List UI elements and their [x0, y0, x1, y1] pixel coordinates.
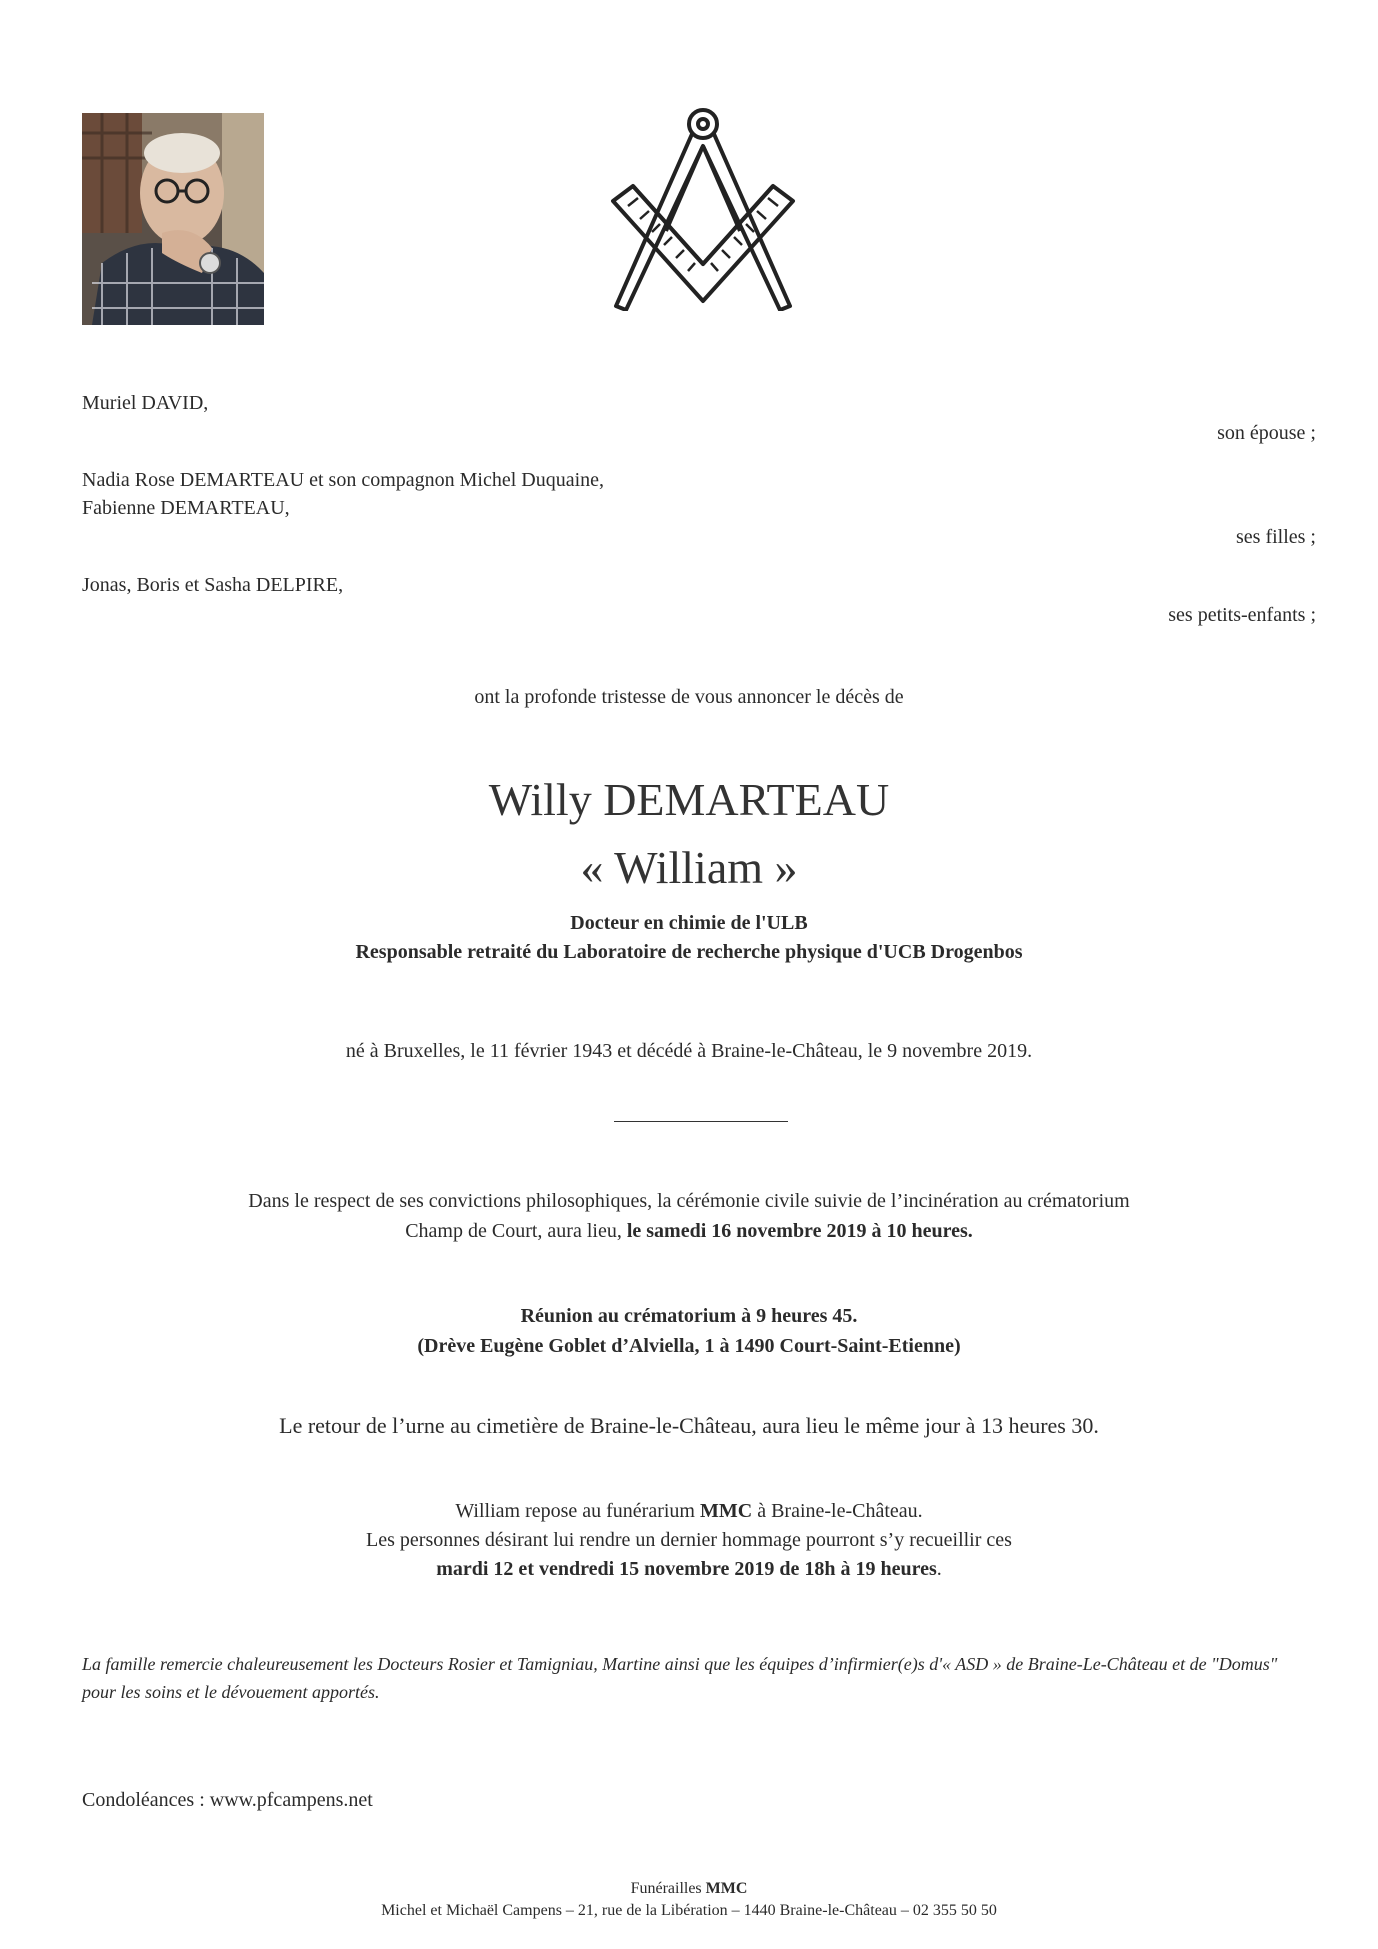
ceremony-line-2: [0, 1216, 1378, 1246]
wife-name: Muriel DAVID,: [82, 392, 209, 414]
daughter-line-2: Fabienne DEMARTEAU,: [82, 497, 290, 519]
birth-death-dates: né à Bruxelles, le 11 février 1943 et décédé à Braine-le-Château, le 9 novembre 2019.: [345, 1040, 1033, 1062]
separator-line: [614, 1121, 788, 1122]
rest-line-2: Les personnes désirant lui rendre un dernier hommage pourront s’y recueillir ces: [366, 1529, 1012, 1551]
meeting-address: (Drève Eugène Goblet d’Alviella, 1 à 1490 Court-Saint-Etienne): [417, 1335, 961, 1357]
ceremony-line-1: Dans le respect de ses convictions philosophiques, la cérémonie civile suivie de l’incinération au crématorium: [248, 1190, 1130, 1212]
deceased-title-1: Docteur en chimie de l'ULB: [570, 912, 808, 934]
thanks-line-2: pour les soins et le dévouement apportés.: [82, 1682, 380, 1702]
rest-line-3-end: .: [936, 1558, 942, 1580]
ceremony-date: le samedi 16 novembre 2019 à 10 heures.: [626, 1220, 973, 1242]
deceased-nickname: « William »: [580, 842, 798, 893]
ceremony-line-2-text: Champ de Court, aura lieu,: [405, 1220, 627, 1242]
daughters-relation: ses filles ;: [1236, 526, 1316, 548]
rest-line-1: [0, 1496, 1378, 1526]
meeting-line-1: Réunion au crématorium à 9 heures 45.: [520, 1305, 858, 1327]
wife-relation: son épouse ;: [1217, 422, 1316, 444]
grandchildren-relation: ses petits-enfants ;: [1168, 604, 1316, 626]
condolences-link[interactable]: Condoléances : www.pfcampens.net: [82, 1789, 373, 1811]
visiting-hours: mardi 12 et vendredi 15 novembre 2019 de 18h à 19 heures: [436, 1558, 937, 1580]
funeral-home-name: MMC: [700, 1500, 753, 1522]
daughter-line-1: Nadia Rose DEMARTEAU et son compagnon Michel Duquaine,: [82, 469, 605, 491]
footer-brand: MMC: [705, 1880, 748, 1897]
square-and-compass-emblem: [608, 106, 798, 311]
portrait-photo: [82, 113, 264, 325]
rest-line-3: [0, 1554, 1378, 1584]
rest-line-1-start: William repose au funérarium: [455, 1500, 700, 1522]
rest-line-1-end: à Braine-le-Château.: [752, 1500, 923, 1522]
footer-address: Michel et Michaël Campens – 21, rue de la Libération – 1440 Braine-le-Château – 02 355 50 50: [381, 1902, 997, 1919]
footer-label: Funérailles: [630, 1880, 706, 1897]
thanks-line-1: La famille remercie chaleureusement les Docteurs Rosier et Tamigniau, Martine ainsi que les équipes d’infirmier(e)s d'« ASD » de Braine-Le-Château et de "Domus": [82, 1654, 1278, 1674]
deceased-name: Willy DEMARTEAU: [488, 774, 890, 825]
announce-text: ont la profonde tristesse de vous annoncer le décès de: [474, 686, 904, 708]
deceased-title-2: Responsable retraité du Laboratoire de recherche physique d'UCB Drogenbos: [355, 941, 1023, 963]
footer-line-1: [0, 1878, 1378, 1900]
grandchildren-names: Jonas, Boris et Sasha DELPIRE,: [82, 574, 344, 596]
urn-return-text: Le retour de l’urne au cimetière de Braine-le-Château, aura lieu le même jour à 13 heures 30.: [279, 1413, 1099, 1438]
